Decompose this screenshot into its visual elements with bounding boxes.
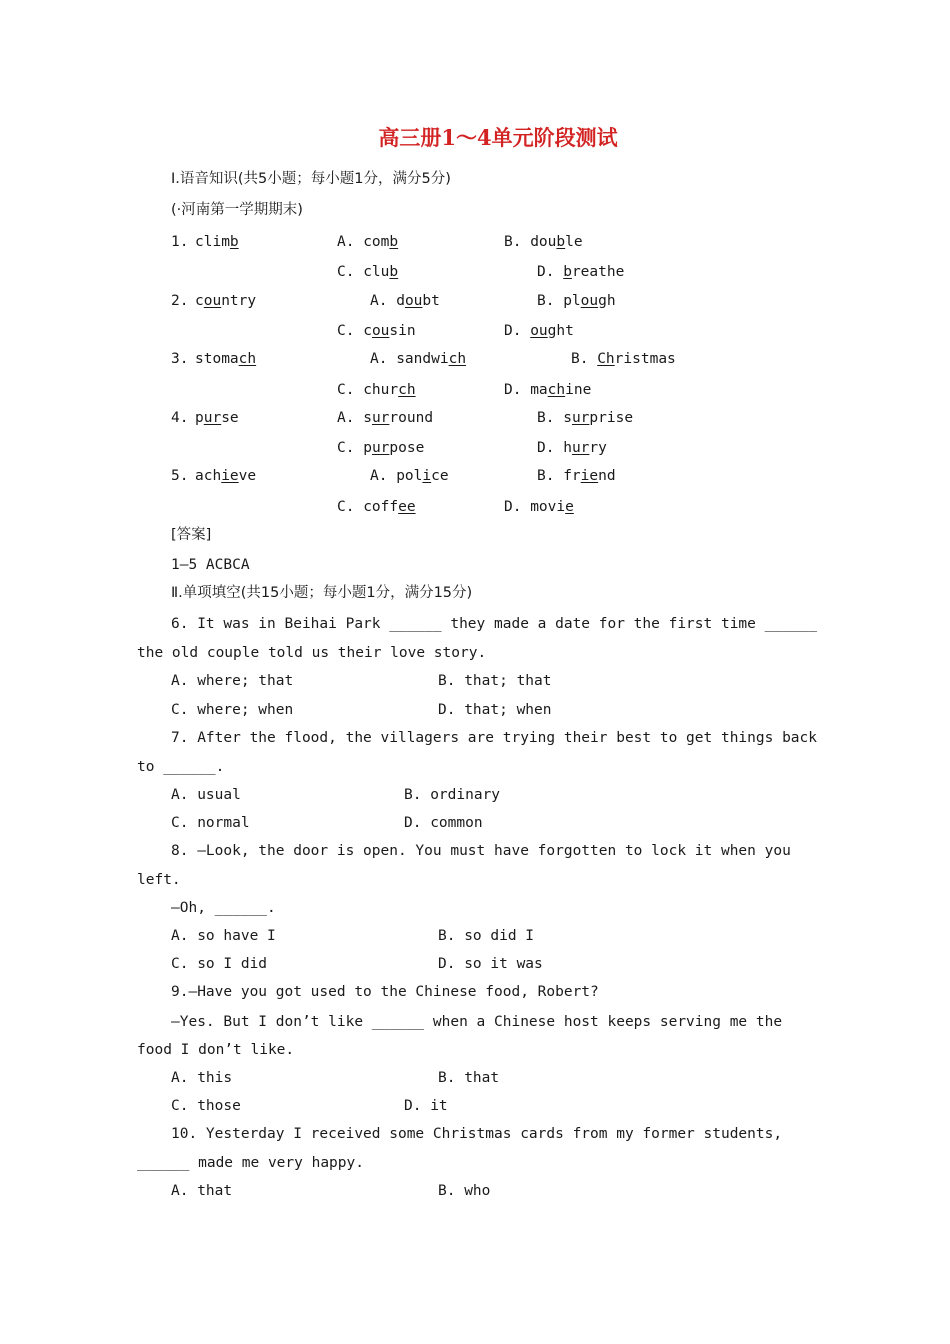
q4-option-a: A. surround xyxy=(337,410,434,426)
q2-option-b: B. plough xyxy=(537,293,616,309)
q9-option-b: B. that xyxy=(438,1070,500,1086)
q6-line1: 6. It was in Beihai Park ______ they made a date for the first time ______ xyxy=(171,616,818,632)
q3-option-b: B. Christmas xyxy=(571,351,676,367)
q8-option-c: C. so I did xyxy=(171,956,268,972)
section-2-heading: Ⅱ.单项填空(共15小题；每小题1分，满分15分) xyxy=(171,585,473,601)
q4-option-d: D. hurry xyxy=(537,440,607,456)
q4-option-b: B. surprise xyxy=(537,410,634,426)
q1-option-d: D. breathe xyxy=(537,264,625,280)
q8-line1: 8. —Look, the door is open. You must have forgotten to lock it when you xyxy=(171,843,791,859)
q8-option-b: B. so did I xyxy=(438,928,535,944)
q2-number: 2. xyxy=(171,293,189,309)
q1-number: 1. xyxy=(171,234,189,250)
q8-line2: left. xyxy=(137,872,181,888)
q5-option-c: C. coffee xyxy=(337,499,416,515)
q2-option-a: A. doubt xyxy=(370,293,440,309)
q6-option-c: C. where; when xyxy=(171,702,294,718)
q2-word: country xyxy=(195,293,257,309)
q4-word: purse xyxy=(195,410,239,426)
page-title: 高三册1～4单元阶段测试 xyxy=(378,125,618,150)
q9-option-c: C. those xyxy=(171,1098,241,1114)
q7-option-c: C. normal xyxy=(171,815,250,831)
q5-option-b: B. friend xyxy=(537,468,616,484)
q8-line3: —Oh, ______. xyxy=(171,900,276,916)
q5-option-a: A. police xyxy=(370,468,449,484)
q7-option-a: A. usual xyxy=(171,787,241,803)
q9-option-d: D. it xyxy=(404,1098,448,1114)
q5-option-d: D. movie xyxy=(504,499,574,515)
q5-number: 5. xyxy=(171,468,189,484)
q3-option-a: A. sandwich xyxy=(370,351,467,367)
q2-option-c: C. cousin xyxy=(337,323,416,339)
q4-option-c: C. purpose xyxy=(337,440,425,456)
q2-option-d: D. ought xyxy=(504,323,574,339)
q6-option-b: B. that; that xyxy=(438,673,552,689)
q3-option-d: D. machine xyxy=(504,382,592,398)
q9-line3: food I don’t like. xyxy=(137,1042,295,1058)
q10-line1: 10. Yesterday I received some Christmas cards from my former students, xyxy=(171,1126,783,1142)
q1-option-b: B. double xyxy=(504,234,583,250)
q5-word: achieve xyxy=(195,468,257,484)
q8-option-d: D. so it was xyxy=(438,956,543,972)
q9-option-a: A. this xyxy=(171,1070,233,1086)
q6-line2: the old couple told us their love story. xyxy=(137,645,487,661)
q1-word: climb xyxy=(195,234,239,250)
q3-option-c: C. church xyxy=(337,382,416,398)
q10-line2: ______ made me very happy. xyxy=(137,1155,364,1171)
q9-line2: —Yes. But I don’t like ______ when a Chinese host keeps serving me the xyxy=(171,1014,783,1030)
q4-number: 4. xyxy=(171,410,189,426)
q3-word: stomach xyxy=(195,351,257,367)
q7-option-d: D. common xyxy=(404,815,483,831)
q10-option-b: B. who xyxy=(438,1183,491,1199)
q6-option-a: A. where; that xyxy=(171,673,294,689)
q7-line2: to ______. xyxy=(137,759,225,775)
section-1-heading: Ⅰ.语音知识(共5小题；每小题1分，满分5分) xyxy=(171,171,451,187)
q3-number: 3. xyxy=(171,351,189,367)
q9-line1: 9.—Have you got used to the Chinese food, Robert? xyxy=(171,984,599,1000)
q10-option-a: A. that xyxy=(171,1183,233,1199)
q7-line1: 7. After the flood, the villagers are trying their best to get things back xyxy=(171,730,818,746)
q1-option-a: A. comb xyxy=(337,234,399,250)
q8-option-a: A. so have I xyxy=(171,928,276,944)
q6-option-d: D. that; when xyxy=(438,702,552,718)
q1-option-c: C. club xyxy=(337,264,399,280)
answer-key: 1—5 ACBCA xyxy=(171,557,250,573)
answer-label: [答案] xyxy=(171,527,212,543)
section-1-source: (·河南第一学期期末) xyxy=(171,202,303,218)
q7-option-b: B. ordinary xyxy=(404,787,501,803)
